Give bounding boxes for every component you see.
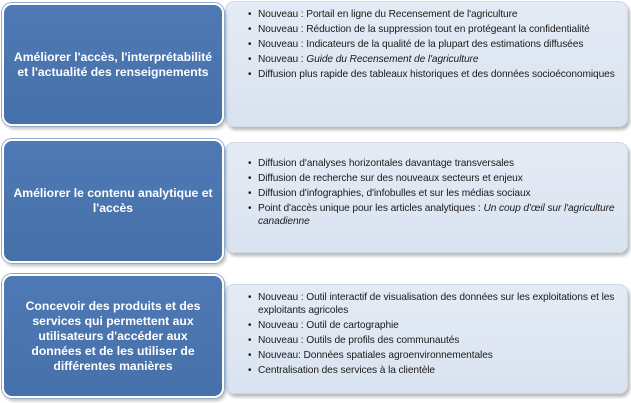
initiatives-panel-3 [225,284,628,394]
initiative-prefix: Point d'accès unique pour les articles analytiques : [258,203,484,214]
initiative-item: • Diffusion plus rapide des tableaux historiques et des données socioéconomiques [258,69,619,82]
objective-title: Concevoir des produits et des services qui permettent aux utilisateurs d'accéder aux données et de les utiliser de différentes manières [25,298,201,373]
initiative-item: • Centralisation des services à la clientèle [258,365,619,378]
initiative-item: • Nouveau : Outil interactif de visualisation des données sur les exploitations et les exploitants agricoles [258,292,619,317]
initiatives-panel-1 [225,1,628,127]
objective-title: Améliorer l'accès, l'interprétabilité et l'actualité des renseignements [13,49,213,79]
initiatives-list-2 [258,158,619,228]
initiative-item: • Diffusion de recherche sur des nouveaux secteurs et enjeux [258,173,619,186]
initiative-title-italic: Un coup d'œil sur l'agriculture canadienne [258,203,615,227]
initiative-title-italic: Guide du Recensement de l'agriculture [306,54,479,65]
objective-title: Améliorer le contenu analytique et l'accès [13,186,213,215]
initiative-item: • Nouveau: Données spatiales agroenvironnementales [258,350,619,363]
initiative-item: • Nouveau : Outil de cartographie [258,320,619,333]
initiative-item [258,203,619,228]
initiatives-list-3 [258,292,619,377]
objective-box-2 [2,139,224,263]
initiative-item: • Nouveau : Portail en ligne du Recensement de l'agriculture [258,9,619,22]
initiative-item: • Nouveau : Indicateurs de la qualité de la plupart des estimations diffusées [258,39,619,52]
initiative-item: • Diffusion d'analyses horizontales davantage transversales [258,158,619,171]
initiative-prefix: Nouveau : [258,54,307,65]
initiative-item: • Nouveau : Outils de profils des communautés [258,335,619,348]
objective-box-1 [2,3,224,126]
initiatives-panel-2 [225,142,628,253]
initiative-item: • Diffusion d'infographies, d'infobulles et sur les médias sociaux [258,188,619,201]
initiative-item [258,54,619,67]
objective-box-3 [2,274,224,398]
initiative-item: • Nouveau : Réduction de la suppression tout en protégeant la confidentialité [258,24,619,37]
initiatives-list-1 [258,9,619,82]
